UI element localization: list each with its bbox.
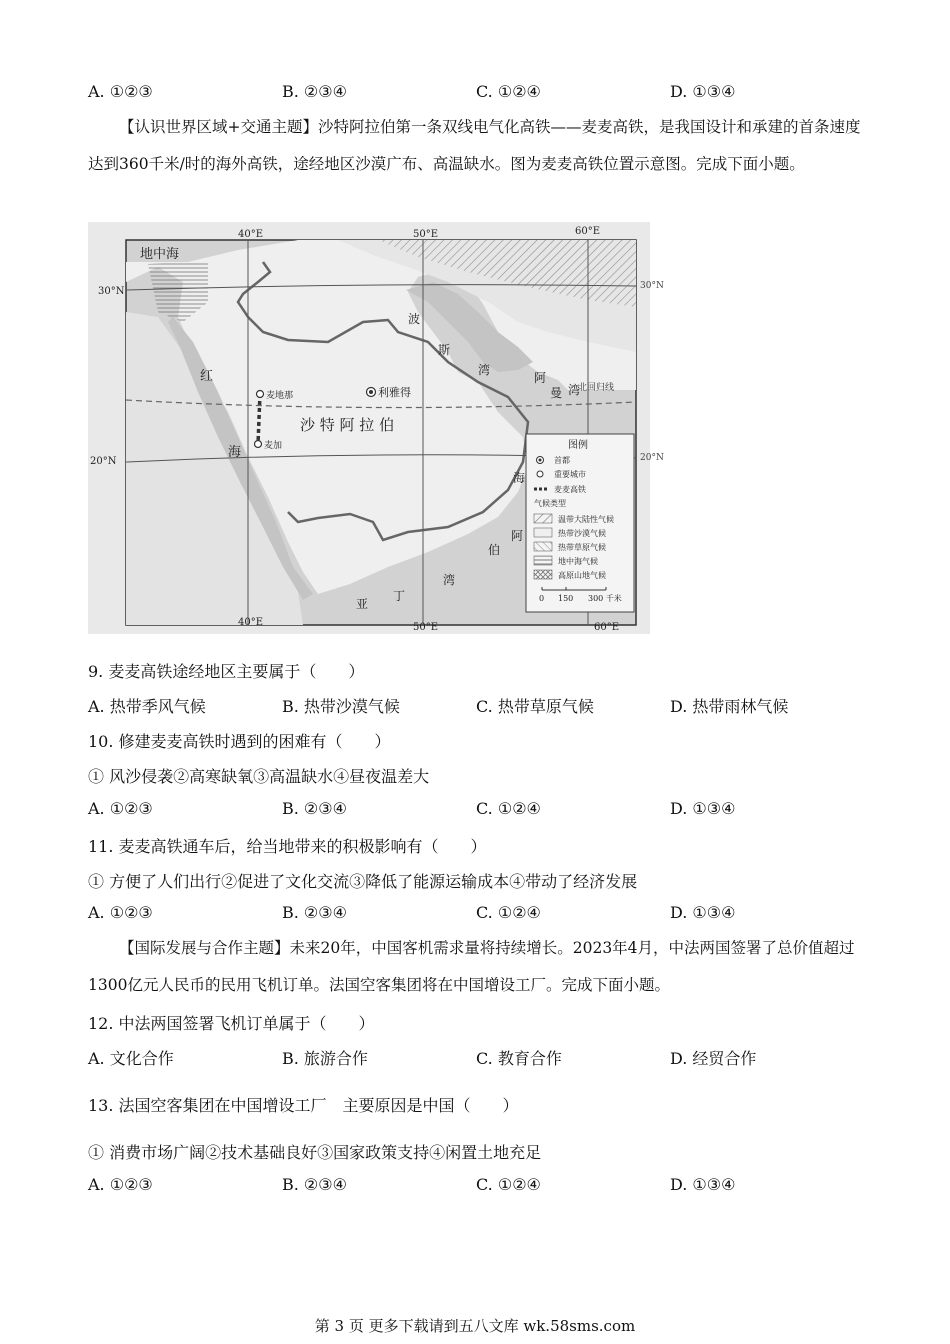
option-d: D. 热带雨林气候 xyxy=(670,697,789,716)
q11-items: ① 方便了人们出行②促进了文化交流③降低了能源运输成本④带动了经济发展 xyxy=(88,872,638,891)
oman-gulf-label: 曼 xyxy=(550,386,563,400)
option-d: D. 经贸合作 xyxy=(670,1049,757,1068)
persian-gulf-label: 波 xyxy=(408,312,421,326)
mecca-label: 麦加 xyxy=(264,441,283,451)
medina-marker xyxy=(257,391,264,398)
oman-gulf-label: 阿 xyxy=(534,371,547,385)
high-speed-rail-map xyxy=(88,222,664,634)
q10-items: ① 风沙侵袭②高寒缺氧③高温缺水④昼夜温差大 xyxy=(88,767,430,786)
option-c: C. ①②④ xyxy=(476,799,541,818)
page-footer: 第 3 页 更多下载请到五八文库 wk.58sms.com xyxy=(314,1317,636,1335)
option-c: C. ①②④ xyxy=(476,903,541,922)
legend-item: 重要城市 xyxy=(554,470,586,479)
arabian-sea-label: 阿 xyxy=(511,529,524,543)
lat-label: 20°N xyxy=(90,456,117,467)
option-a: A. 文化合作 xyxy=(88,1049,174,1068)
saudi-arabia-label: 沙 特 阿 拉 伯 xyxy=(300,416,395,434)
persian-gulf-label: 斯 xyxy=(438,343,451,357)
mediterranean-label: 地中海 xyxy=(140,247,180,262)
legend-item: 首都 xyxy=(554,456,570,465)
medina-label: 麦地那 xyxy=(266,391,294,401)
q13-items: ① 消费市场广阔②技术基础良好③国家政策支持④闲置土地充足 xyxy=(88,1143,542,1162)
legend-climate: 热带草原气候 xyxy=(558,543,606,552)
legend-climate: 高原山地气候 xyxy=(558,571,606,580)
option-b: B. ②③④ xyxy=(282,82,347,101)
tropic-label: 北回归线 xyxy=(578,383,615,393)
aden-gulf-label: 湾 xyxy=(443,573,456,587)
lon-label: 40°E xyxy=(238,229,264,240)
red-sea-label: 海 xyxy=(228,445,242,460)
lat-label-right: 20°N xyxy=(640,453,664,463)
intro-paragraph-2 xyxy=(88,930,868,1004)
option-d: D. ①③④ xyxy=(670,799,736,818)
scale-label: 150 xyxy=(558,594,574,603)
lat-label: 30°N xyxy=(98,286,125,297)
q8-options xyxy=(88,82,868,106)
lon-label-bottom: 50°E xyxy=(413,622,439,633)
q9-options xyxy=(88,694,868,718)
intro-tag: 【认识世界区域+交通主题】 xyxy=(119,118,318,136)
option-c: C. ①②④ xyxy=(476,82,541,101)
riyadh-label: 利雅得 xyxy=(378,386,411,399)
lat-label-right: 30°N xyxy=(640,281,664,291)
lon-label-bottom: 40°E xyxy=(238,617,264,628)
q11-options xyxy=(88,903,868,927)
q12-stem: 12. 中法两国签署飞机订单属于（ ） xyxy=(88,1014,375,1033)
option-c: C. ①②④ xyxy=(476,1175,541,1194)
oman-gulf-label: 湾 xyxy=(568,383,581,397)
legend-climate: 温带大陆性气候 xyxy=(558,515,614,524)
q13-stem: 13. 法国空客集团在中国增设工厂 主要原因是中国（ ） xyxy=(88,1096,519,1115)
option-c: C. 热带草原气候 xyxy=(476,697,594,716)
legend-climate-title: 气候类型 xyxy=(534,499,566,508)
scale-label: 300 千米 xyxy=(588,594,622,603)
mecca-marker xyxy=(255,441,262,448)
q9-stem: 9. 麦麦高铁途经地区主要属于（ ） xyxy=(88,662,365,681)
intro-text: 未来20年，中国客机需求量将持续增长。2023年4月，中法两国签署了总价值超过1300亿元人民币的民用飞机订单。法国空客集团将在中国增设工厂。完成下面小题。 xyxy=(88,939,855,994)
legend-climate: 地中海气候 xyxy=(558,557,598,566)
red-sea-label: 红 xyxy=(200,369,214,384)
option-b: B. ②③④ xyxy=(282,799,347,818)
lon-label: 60°E xyxy=(575,226,601,237)
intro-tag: 【国际发展与合作主题】 xyxy=(119,939,290,957)
q12-options xyxy=(88,1046,868,1070)
option-b: B. ②③④ xyxy=(282,1175,347,1194)
option-d: D. ①③④ xyxy=(670,1175,736,1194)
q13-options xyxy=(88,1175,868,1199)
option-a: A. ①②③ xyxy=(88,903,153,922)
q11-stem: 11. 麦麦高铁通车后，给当地带来的积极影响有（ ） xyxy=(88,837,487,856)
persian-gulf-label: 湾 xyxy=(478,363,491,377)
q10-stem: 10. 修建麦麦高铁时遇到的困难有（ ） xyxy=(88,732,391,751)
q10-options xyxy=(88,799,868,823)
legend-item: 麦麦高铁 xyxy=(554,485,586,494)
lon-label-bottom: 60°E xyxy=(594,622,620,633)
arabian-sea-label: 伯 xyxy=(488,543,501,557)
scale-label: 0 xyxy=(539,594,545,603)
option-d: D. ①③④ xyxy=(670,903,736,922)
option-d: D. ①③④ xyxy=(670,82,736,101)
aden-gulf-label: 丁 xyxy=(393,589,406,603)
option-a: A. ①②③ xyxy=(88,799,153,818)
intro-text: 沙特阿拉伯第一条双线电气化高铁——麦麦高铁，是我国设计和承建的首条速度达到360千米/时的海外高铁，途经地区沙漠广布、高温缺水。图为麦麦高铁位置示意图。完成下面小题。 xyxy=(88,118,861,173)
option-a: A. 热带季风气候 xyxy=(88,697,206,716)
option-a: A. ①②③ xyxy=(88,82,153,101)
legend-climate: 热带沙漠气候 xyxy=(558,529,606,538)
aden-gulf-label: 亚 xyxy=(356,597,369,611)
arabian-sea-label: 海 xyxy=(513,471,526,485)
lon-label: 50°E xyxy=(413,229,439,240)
option-b: B. 旅游合作 xyxy=(282,1049,368,1068)
map-legend xyxy=(526,434,634,612)
option-c: C. 教育合作 xyxy=(476,1049,562,1068)
intro-paragraph-1 xyxy=(88,109,868,183)
option-a: A. ①②③ xyxy=(88,1175,153,1194)
option-b: B. ②③④ xyxy=(282,903,347,922)
option-b: B. 热带沙漠气候 xyxy=(282,697,400,716)
legend-title: 图例 xyxy=(568,440,588,451)
